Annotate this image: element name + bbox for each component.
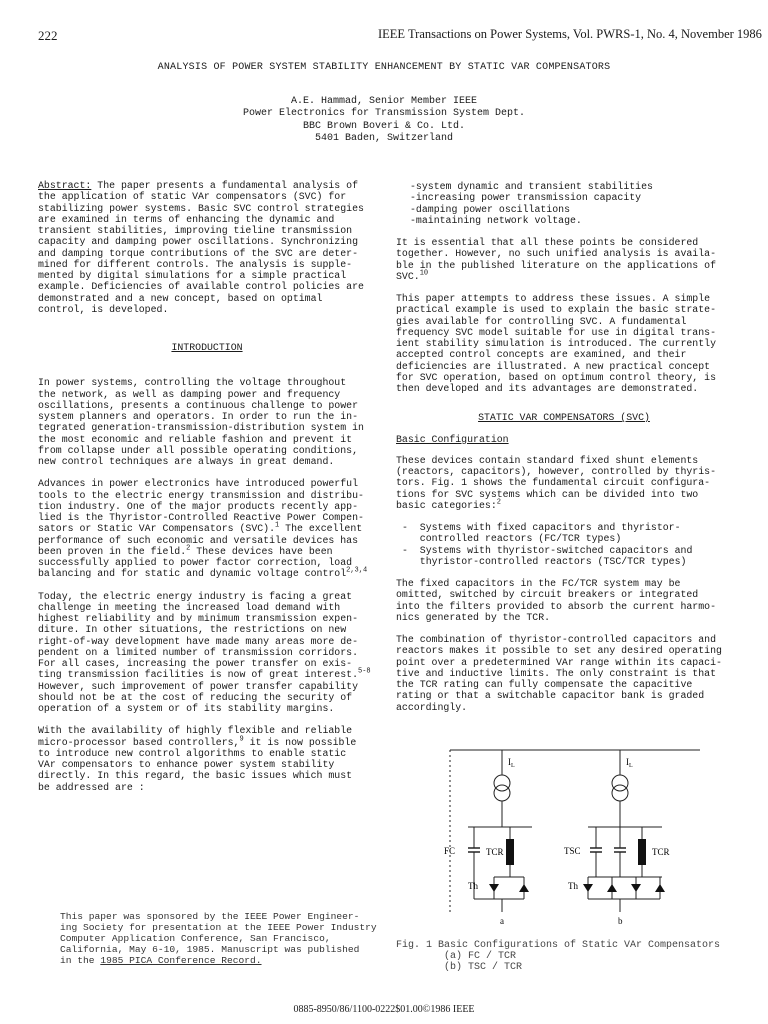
abstract-line: demonstrated and a new concept, based on optimal: [38, 292, 323, 304]
il-label: $I_L$: [626, 757, 633, 769]
tcr-label: TCR: [486, 847, 504, 857]
citation: 2: [496, 498, 501, 507]
author-address: 5401 Baden, Switzerland: [314, 132, 454, 144]
abstract-line: control, is developed.: [38, 303, 169, 315]
transformer-icon: [494, 775, 510, 791]
intro-paragraph-1: In power systems, controlling the voltage throughout the network, as well as damping power and frequency oscillations, presents a continuous challenge to power system planners and operators. In order to run the in- tegrated generation-transmission-distribution system in the most economic and reliable fashion and prevent it from collapse under all possible operating conditions, new control techniques are always in great demand.: [38, 377, 364, 467]
citation: 10: [419, 269, 429, 278]
author-dept: Power Electronics for Transmission System Dept.: [242, 108, 526, 120]
author-block: [0, 96, 768, 145]
abstract-line: example. Deficiencies of available control policies are: [38, 281, 364, 293]
intro-paragraph-2: Advances in power electronics have introduced powerful tools to the electric energy transmission and distribu- tion industry. One of the major products recently app- lied is the Thyristor-Controlled Reactive Power Compen- sators or Static VAr Compensators (SVC).$^1$ The excellent performance of such economic and versatile devices has been proven in the field.$^2$ These devices have been successfully applied to power factor correction, load balancing and for static and dynamic voltage control$^{2,3,4}$: [38, 478, 368, 580]
devices-paragraph: These devices contain standard fixed shunt elements (reactors, capacitors), however, controlled by thyris- tors. Fig. 1 shows the fundamental circuit configura- tions for SVC systems which can be divided into two basic categories:$^2$: [396, 454, 717, 511]
subfigure-a-label: a: [500, 916, 504, 926]
reactor-icon: [638, 839, 646, 865]
category-item: - Systems with fixed capacitors and thyristor-: [402, 522, 681, 533]
category-list: - Systems with fixed capacitors and thyristor- controlled reactors (FC/TCR types) - Systems with thyristor-switched capacitors and thyristor-controlled reactors (TSC/TCR types): [396, 522, 732, 567]
issue-item: -damping power oscillations: [410, 203, 571, 215]
abstract-line: mented by digital simulations for a simple practical: [38, 270, 347, 281]
journal-header: IEEE Transactions on Power Systems, Vol. PWRS-1, No. 4, November 1986: [378, 27, 762, 41]
introduction-heading: INTRODUCTION: [171, 342, 243, 353]
issues-list: [396, 181, 732, 226]
right-column: [396, 181, 732, 713]
fixed-capacitors-paragraph: The fixed capacitors in the FC/TCR system may be omitted, switched by circuit breakers or integrated into the filters provided to absorb the current harmo- nics generated by the TCR.: [396, 578, 717, 623]
il-label: $I_L$: [508, 757, 515, 769]
th-label: Th: [468, 881, 478, 891]
reactor-icon: [506, 839, 514, 865]
conference-record-link: 1985 PICA Conference Record.: [100, 955, 262, 966]
transformer-icon: [612, 775, 628, 791]
abstract-line: are examined in terms of enhancing the dynamic and: [38, 213, 335, 225]
figure-1-circuit-diagram: [430, 747, 710, 927]
combination-paragraph: The combination of thyristor-controlled capacitors and reactors makes it possible to set any desired operating point over a predetermined VAr range within its capaci- tive and inductive limits. The only constraint is that the TCR rating can fully compensate the capacitive rating or that a switchable capacitor bank is graded accordingly.: [396, 634, 722, 713]
subfigure-b-label: b: [618, 916, 623, 926]
citation: 2: [186, 544, 191, 553]
page-number: 222: [38, 28, 58, 43]
author-name: A.E. Hammad, Senior Member IEEE: [290, 96, 478, 107]
paper-aim-paragraph: This paper attempts to address these issues. A simple practical example is used to explain the basic strate- gies available for controlling SVC. A fundamental frequency SVC model suitable for use in digital trans- ient stability simulation is introduced. The currently accepted control concepts are examined, and their deficiencies are illustrated. A new practical concept for SVC operation, based on optimum control theory, is then developed and its advantages are demonstrated.: [396, 293, 717, 394]
figure-caption: Fig. 1 Basic Configurations of Static VAr Compensators (a) FC / TCR (b) TSC / TCR: [396, 940, 721, 974]
issue-item: -system dynamic and transient stabilities: [410, 181, 653, 192]
copyright-line: 0885-8950/86/1100-0222$01.00©1986 IEEE: [293, 1004, 475, 1015]
sponsorship-footnote: This paper was sponsored by the IEEE Power Engineer- ing Society for presentation at the IEEE Power Industry Computer Application Conference, San Francisco, California, May 6-10, 1985. Manuscript was published in the 1985 PICA Conference Record.: [60, 911, 377, 966]
svc-heading: STATIC VAR COMPENSATORS (SVC): [478, 412, 650, 424]
abstract-line: and damping torque contributions of the SVC are deter-: [38, 247, 359, 259]
abstract-label: Abstract:: [38, 180, 92, 191]
paper-title: ANALYSIS OF POWER SYSTEM STABILITY ENHANCEMENT BY STATIC VAR COMPENSATORS: [157, 62, 611, 73]
intro-paragraph-4: With the availability of highly flexible and reliable micro-processor based controllers,$^9$ it is now possible to introduce new control algorithms to enable static VAr compensators to enhance power system stability directly. In this regard, the basic issues which must be addressed are :: [38, 725, 357, 793]
issue-item: -maintaining network voltage.: [410, 214, 582, 226]
author-company: BBC Brown Boveri & Co. Ltd.: [302, 120, 466, 132]
tsc-label: TSC: [564, 846, 581, 856]
citation: 1: [275, 521, 280, 530]
abstract-line: mined for different controls. The analysis is supple-: [38, 258, 353, 270]
category-item: - Systems with thyristor-switched capacitors and: [402, 544, 693, 556]
basic-configuration-heading: Basic Configuration: [396, 433, 509, 445]
abstract-line: stabilizing power systems. Basic SVC control strategies: [38, 202, 364, 214]
th-label: Th: [568, 881, 578, 891]
abstract: Abstract: The paper presents a fundamental analysis of the application of static VAr compensators (SVC) for stabilizing power systems. Basic SVC control strategies are examined in terms of enhancing the dynamic and transient stabilities, improving tieline transmission capacity and damping power oscillations. Synchronizing and damping torque contributions of the SVC are deter- mined for different controls. The analysis is supple- mented by digital simulations for a simple practical example. Deficiencies of available control policies are demonstrated and a new concept, based on optimal control, is developed.: [38, 180, 376, 315]
abstract-line: capacity and damping power oscillations. Synchronizing: [38, 236, 359, 248]
citation: 5-8: [358, 667, 371, 676]
issue-item: -increasing power transmission capacity: [410, 192, 642, 204]
left-column: [38, 180, 376, 793]
intro-paragraph-3: Today, the electric energy industry is facing a great challenge in meeting the increased load demand with highest reliability and by minimum transmission expen- diture. In other situations, the restrictions on new right-of-way development have made many areas more de- pendent on a limited number of transmission corridors. For all cases, increasing the power transfer on exis- ting transmission facilities is now of great interest.$^{5-8}$ However, such improvement of power transfer capability should not be at the cost of reducing the security of operation of a system or of its stability margins.: [38, 590, 371, 714]
citation: 2,3,4: [346, 566, 368, 575]
abstract-line: the application of static VAr compensators (SVC) for: [38, 191, 347, 203]
citation: 9: [239, 735, 244, 744]
essential-paragraph: It is essential that all these points be considered together. However, no such unified analysis is availa- ble in the published literature on the applications of SVC.$^{10}$: [396, 237, 717, 282]
fc-label: FC: [444, 846, 456, 856]
tcr-label: TCR: [652, 847, 670, 857]
abstract-line: transient stabilities, improving tieline transmission: [38, 225, 353, 236]
